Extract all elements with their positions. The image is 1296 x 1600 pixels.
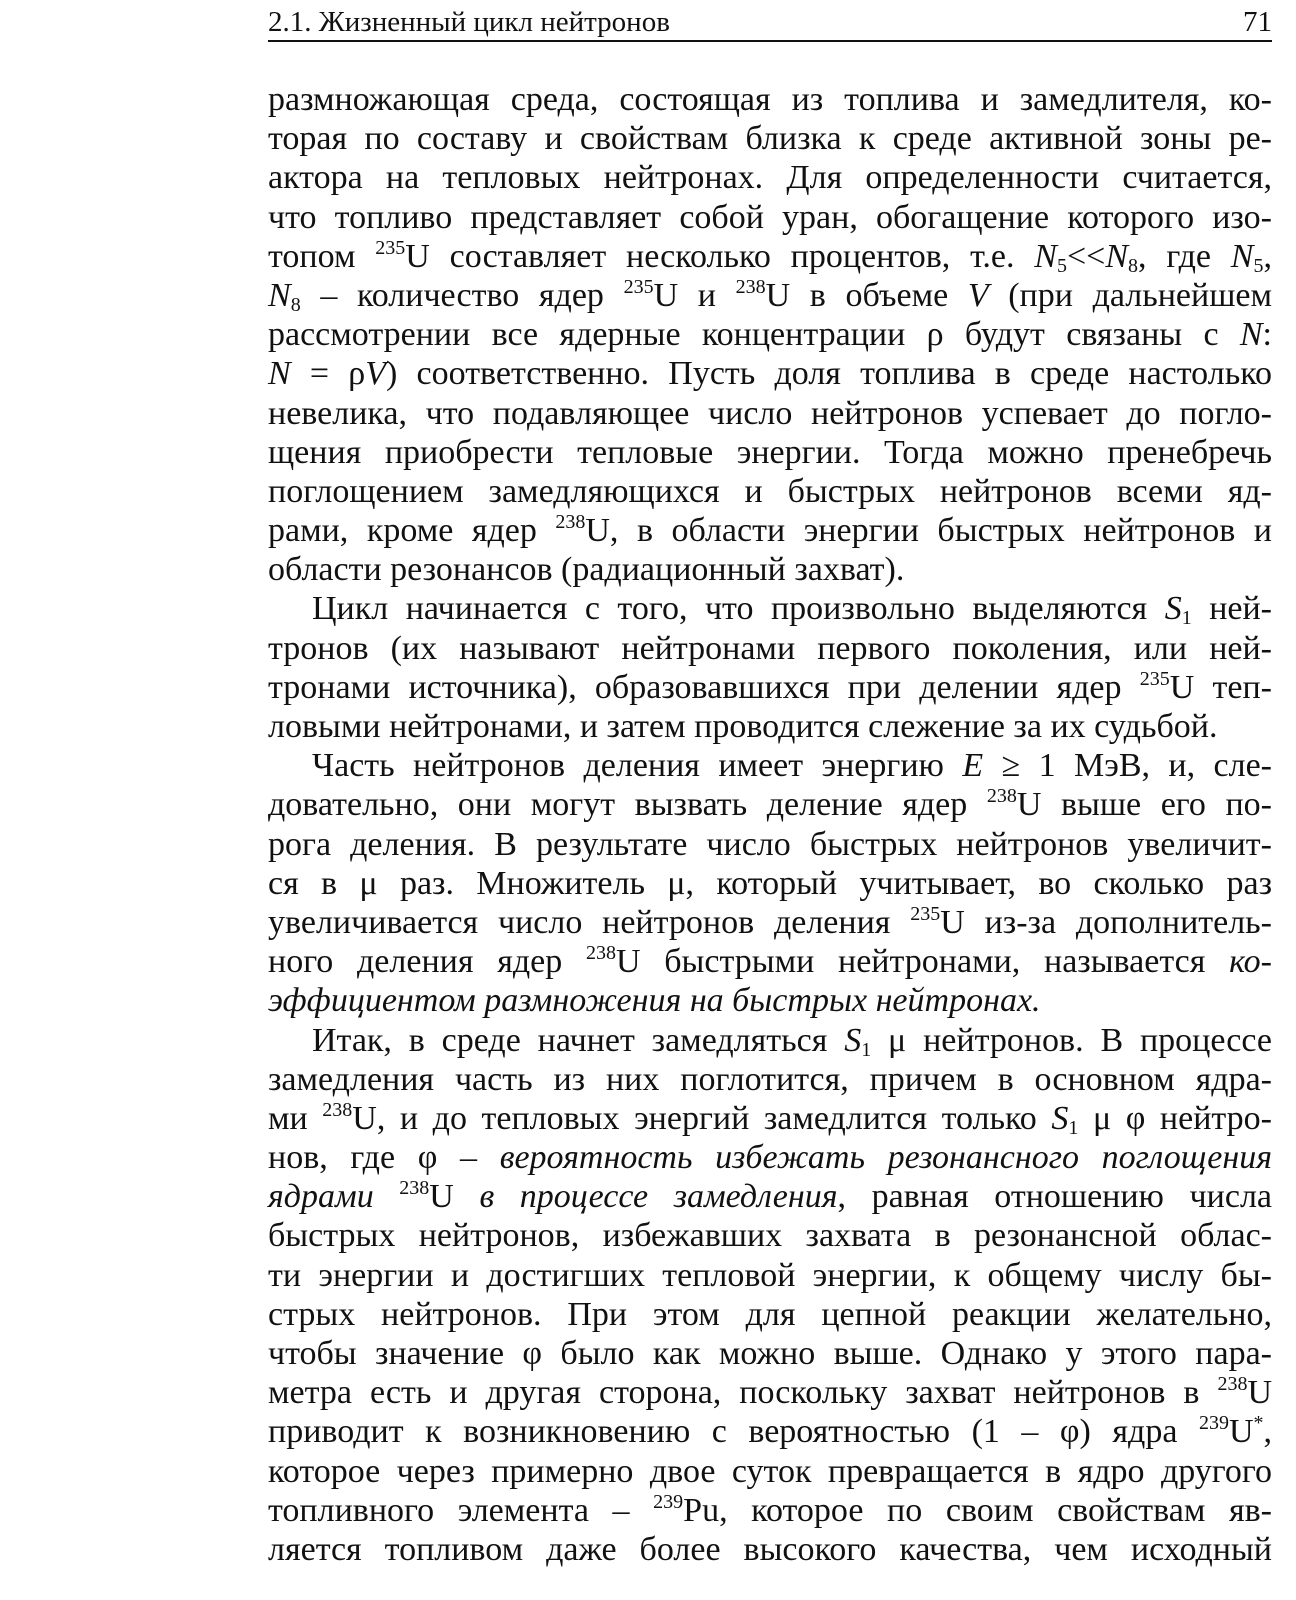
text-line: нов, где φ – вероятность избежать резонансного поглощения bbox=[268, 1139, 1272, 1177]
text-line: ти энергии и достигших тепловой энергии, к общему числу бы- bbox=[268, 1256, 1272, 1294]
text-line: чтобы значение φ было как можно выше. Однако у этого пара- bbox=[268, 1335, 1272, 1372]
text-line: что топливо представляет собой уран, обогащение которого изо- bbox=[268, 198, 1272, 236]
text-line: ляется топливом даже более высокого качества, чем исходный bbox=[268, 1530, 1272, 1568]
body-text bbox=[268, 80, 1272, 1569]
text-line: щения приобрести тепловые энергии. Тогда можно пренебречь bbox=[268, 433, 1272, 471]
text-line: ловыми нейтронами, и затем проводится слежение за их судьбой. bbox=[268, 708, 1218, 745]
text-line: размножающая среда, состоящая из топлива и замедлителя, ко- bbox=[268, 81, 1272, 118]
text-line: ного деления ядер $^{238}$U быстрыми нейтронами, называется ко- bbox=[268, 942, 1272, 981]
text-line: Цикл начинается с того, что произвольно выделяются $S_1$ ней- bbox=[312, 590, 1272, 630]
text-line: области резонансов (радиационный захват). bbox=[268, 551, 905, 589]
text-line: рами, кроме ядер $^{238}$U, в области энергии быстрых нейтронов и bbox=[268, 511, 1273, 550]
text-line: невелика, что подавляющее число нейтронов успевает до погло- bbox=[268, 394, 1272, 432]
text-line: Итак, в среде начнет замедляться $S_1$ μ нейтронов. В процессе bbox=[312, 1021, 1272, 1061]
text-line: актора на тепловых нейтронах. Для определенности считается, bbox=[268, 159, 1272, 197]
text-line: торая по составу и свойствам близка к среде активной зоны ре- bbox=[268, 120, 1272, 158]
text-line: рога деления. В результате число быстрых нейтронов увеличит- bbox=[268, 825, 1272, 863]
text-line: тронами источника), образовавшихся при делении ядер $^{235}$U теп- bbox=[268, 667, 1272, 706]
section-title: 2.1. Жизненный цикл нейтронов bbox=[268, 6, 670, 38]
page-number: 71 bbox=[1243, 6, 1272, 38]
text-line: ми $^{238}$U, и до тепловых энергий замедлится только $S_1$ μ φ нейтро- bbox=[268, 1098, 1272, 1139]
text-line: топом $^{235}$U составляет несколько процентов, т.е. $N_5<<N_8$, где $N_5$, bbox=[268, 236, 1272, 277]
text-line: которое через примерно двое суток превращается в ядро другого bbox=[268, 1452, 1272, 1490]
text-line: приводит к возникновению с вероятностью (1 – φ) ядра $^{239}$U*, bbox=[268, 1412, 1272, 1451]
text-line: замедления часть из них поглотится, причем в основном ядра- bbox=[268, 1060, 1272, 1098]
text-line: быстрых нейтронов, избежавших захвата в резонансной облас- bbox=[268, 1217, 1272, 1255]
text-line: N = ρV) соответственно. Пусть доля топлива в среде настолько bbox=[268, 355, 1272, 393]
text-line: тронов (их называют нейтронами первого поколения, или ней- bbox=[268, 629, 1272, 667]
text-line: метра есть и другая сторона, поскольку захват нейтронов в $^{238}$U bbox=[268, 1373, 1272, 1412]
running-header bbox=[268, 4, 1272, 42]
text-line: довательно, они могут вызвать деление ядер $^{238}$U выше его по- bbox=[268, 785, 1272, 824]
text-line: рассмотрении все ядерные концентрации ρ будут связаны с N: bbox=[268, 316, 1272, 354]
text-line: $N_8$ – количество ядер $^{235}$U и $^{238}$U в объеме V (при дальнейшем bbox=[268, 275, 1272, 316]
text-line: увеличивается число нейтронов деления $^{235}$U из-за дополнитель- bbox=[268, 902, 1273, 941]
text-line: стрых нейтронов. При этом для цепной реакции желательно, bbox=[268, 1295, 1272, 1333]
text-line: Часть нейтронов деления имеет энергию E ≥ 1 МэВ, и, сле- bbox=[312, 747, 1273, 785]
text-line: ядрами $^{238}$U в процессе замедления, равная отношению числа bbox=[268, 1177, 1272, 1216]
text-line: эффициентом размножения на быстрых нейтронах. bbox=[268, 982, 1041, 1020]
text-line: топливного элемента – $^{239}$Pu, которое по своим свойствам яв- bbox=[268, 1490, 1272, 1529]
text-line: поглощением замедляющихся и быстрых нейтронов всеми яд- bbox=[268, 472, 1272, 510]
text-line: ся в μ раз. Множитель μ, который учитывает, во сколько раз bbox=[268, 864, 1272, 902]
